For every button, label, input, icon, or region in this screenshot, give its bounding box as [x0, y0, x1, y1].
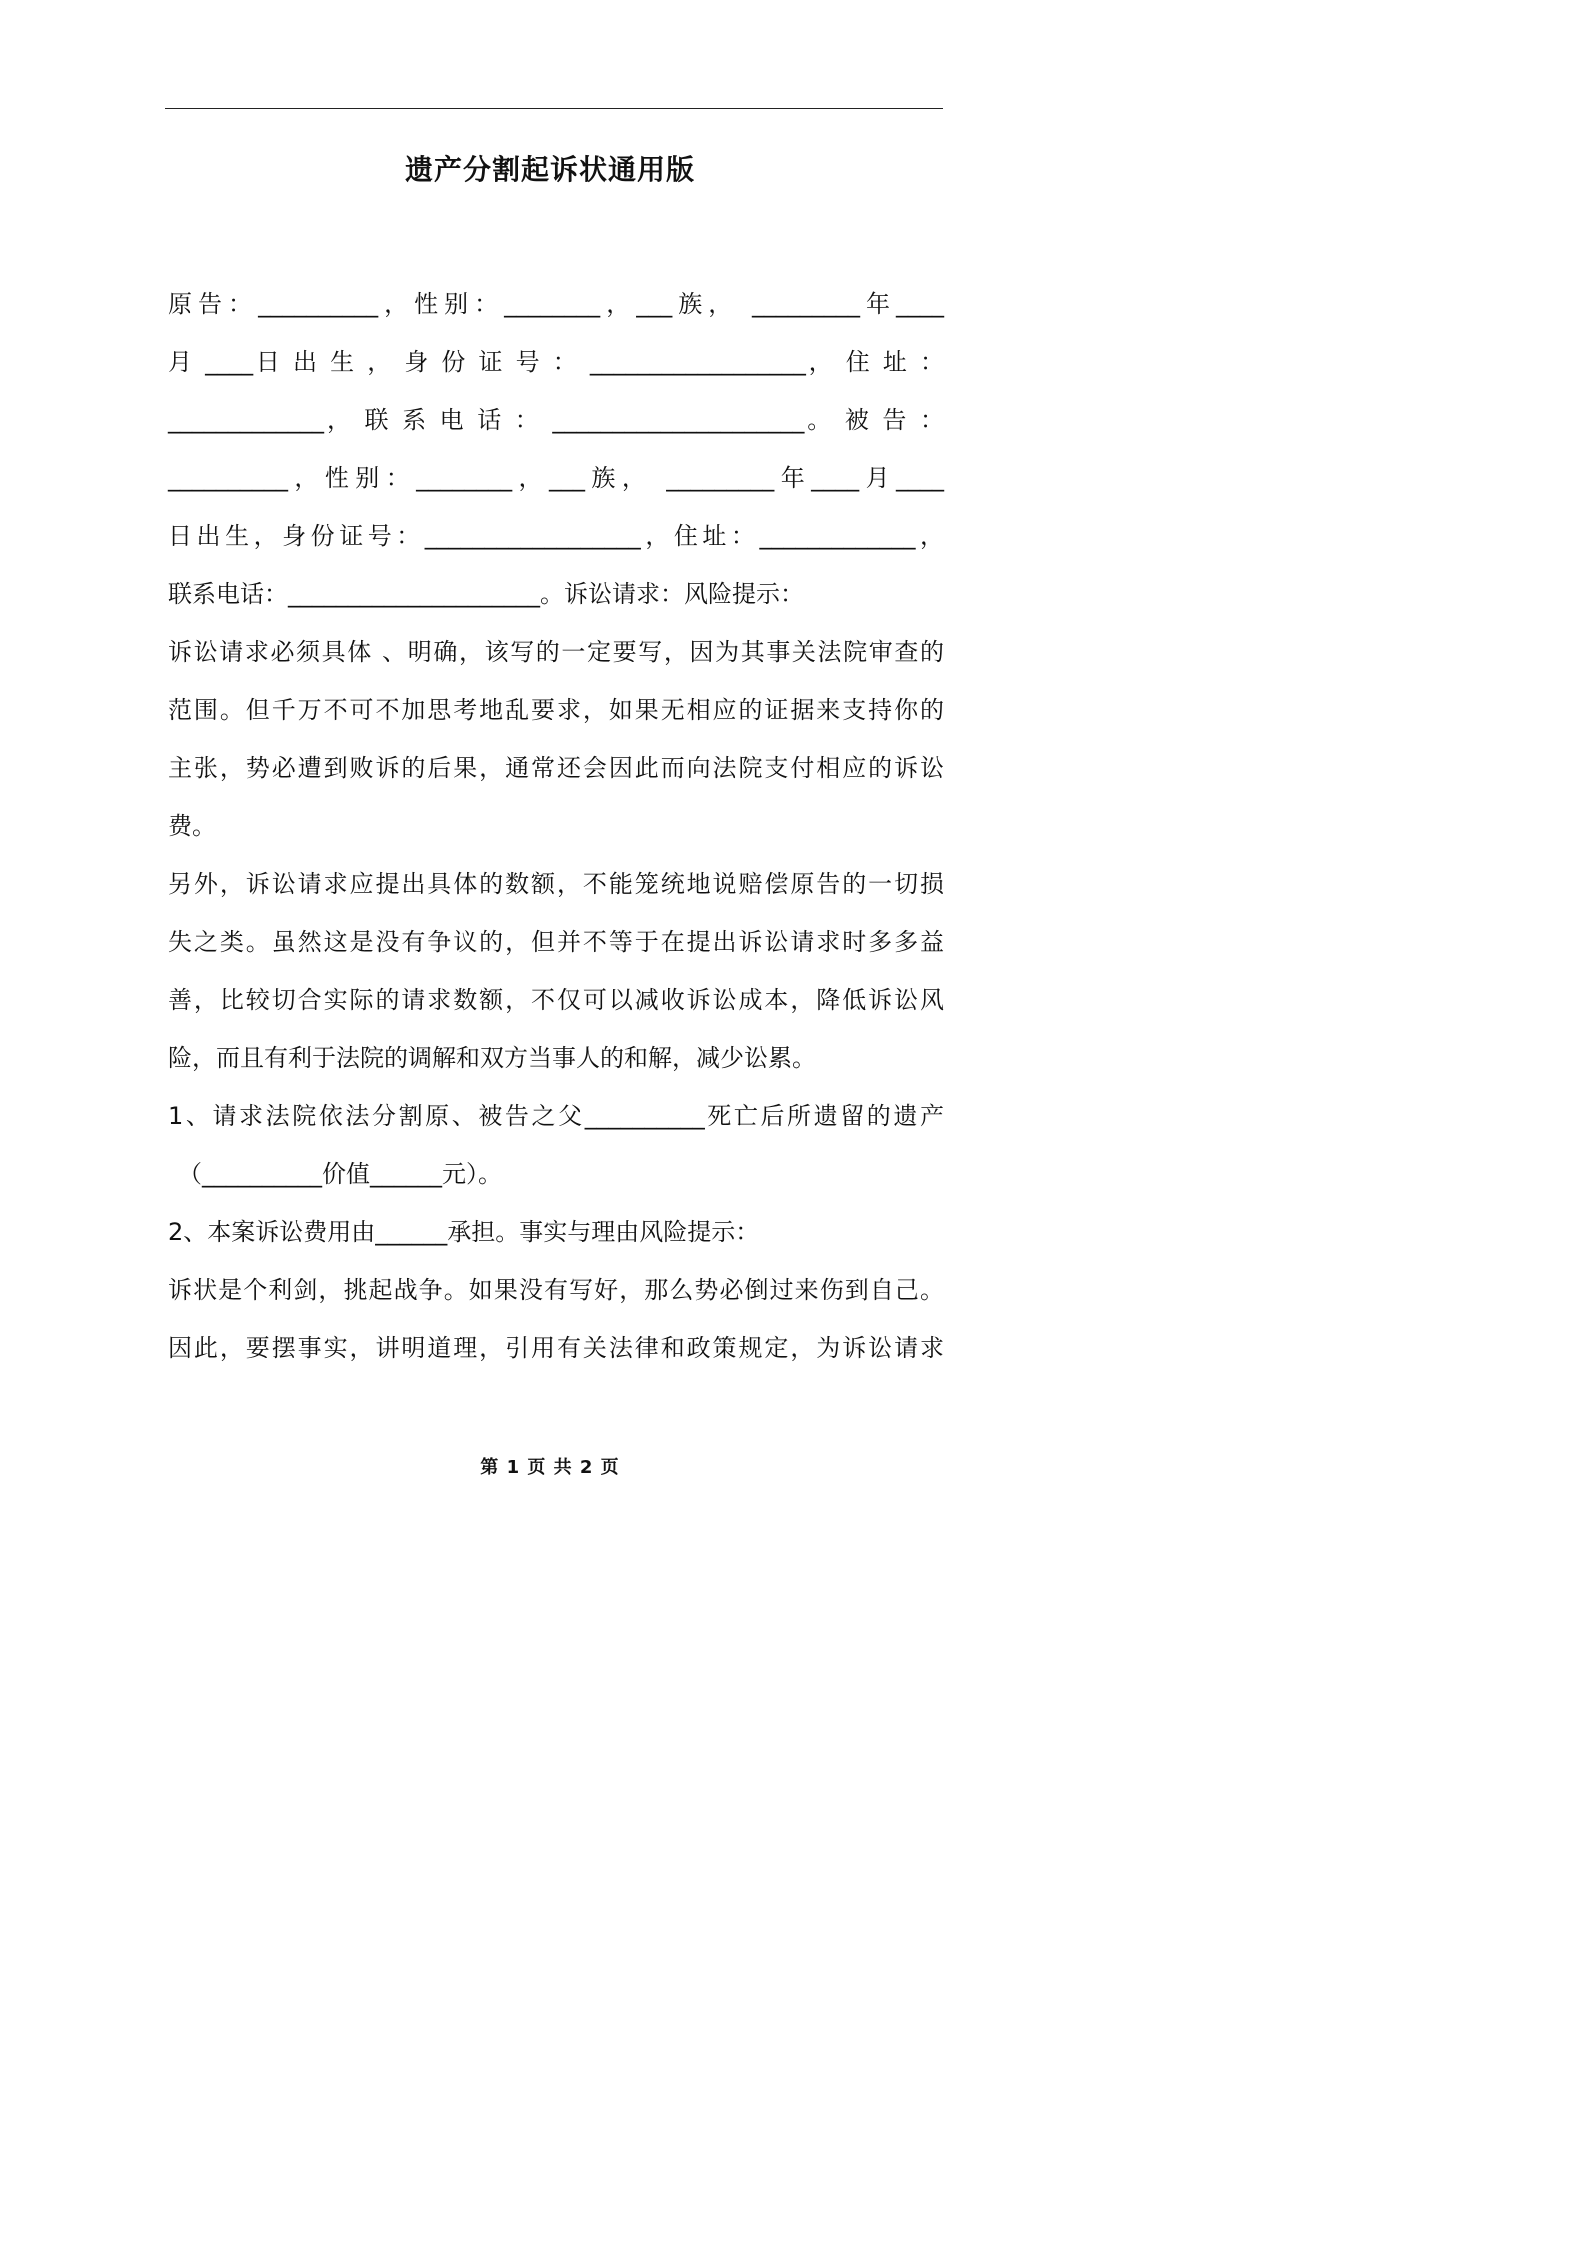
text-line: 2、本案诉讼费用由______承担。事实与理由风险提示： [168, 1218, 760, 1246]
text-line: 联系电话：_____________________。诉讼请求：风险提示： [168, 580, 804, 608]
text-line: 主张，势必遭到败诉的后果，通常还会因此而向法院支付相应的诉讼 [168, 754, 944, 782]
page-footer: 第 1 页 共 2 页 [480, 1457, 620, 1478]
text-line: 因此，要摆事实，讲明道理，引用有关法律和政策规定，为诉讼请求 [168, 1334, 944, 1362]
text-line: 范围。但千万不可不加思考地乱要求，如果无相应的证据来支持你的 [168, 696, 944, 724]
text-line: 费。 [168, 812, 216, 840]
text-line: 险，而且有利于法院的调解和双方当事人的和解，减少讼累。 [168, 1044, 816, 1072]
header-rule [165, 108, 943, 109]
text-line: 诉状是个利剑，挑起战争。如果没有写好，那么势必倒过来伤到自己。 [168, 1276, 944, 1304]
text-line: （__________价值______元）。 [178, 1160, 502, 1188]
text-line: 失之类。虽然这是没有争议的，但并不等于在提出诉讼请求时多多益 [168, 928, 944, 956]
document-page [0, 0, 1100, 1556]
text-line: 原告：__________，性别：________，___族， _________年____ [168, 290, 944, 318]
text-line: 日出生，身份证号：__________________，住址：_____________， [168, 522, 944, 550]
text-line: 另外，诉讼请求应提出具体的数额，不能笼统地说赔偿原告的一切损 [168, 870, 944, 898]
text-line: 月 ____日 出 生 ， 身 份 证 号 ： __________________， 住 址 ： [168, 348, 944, 376]
text-line: 诉讼请求必须具体 、明确，该写的一定要写，因为其事关法院审查的 [168, 638, 944, 666]
document-title: 遗产分割起诉状通用版 [404, 153, 695, 186]
text-line: 1、请求法院依法分割原、被告之父__________死亡后所遗留的遗产 [168, 1102, 944, 1130]
text-line: 善，比较切合实际的请求数额，不仅可以减收诉讼成本，降低诉讼风 [168, 986, 944, 1014]
text-line: __________，性别：________，___族， _________年____月____ [168, 464, 944, 492]
text-line: _____________， 联 系 电 话 ： _____________________。 被 告 ： [168, 406, 944, 434]
